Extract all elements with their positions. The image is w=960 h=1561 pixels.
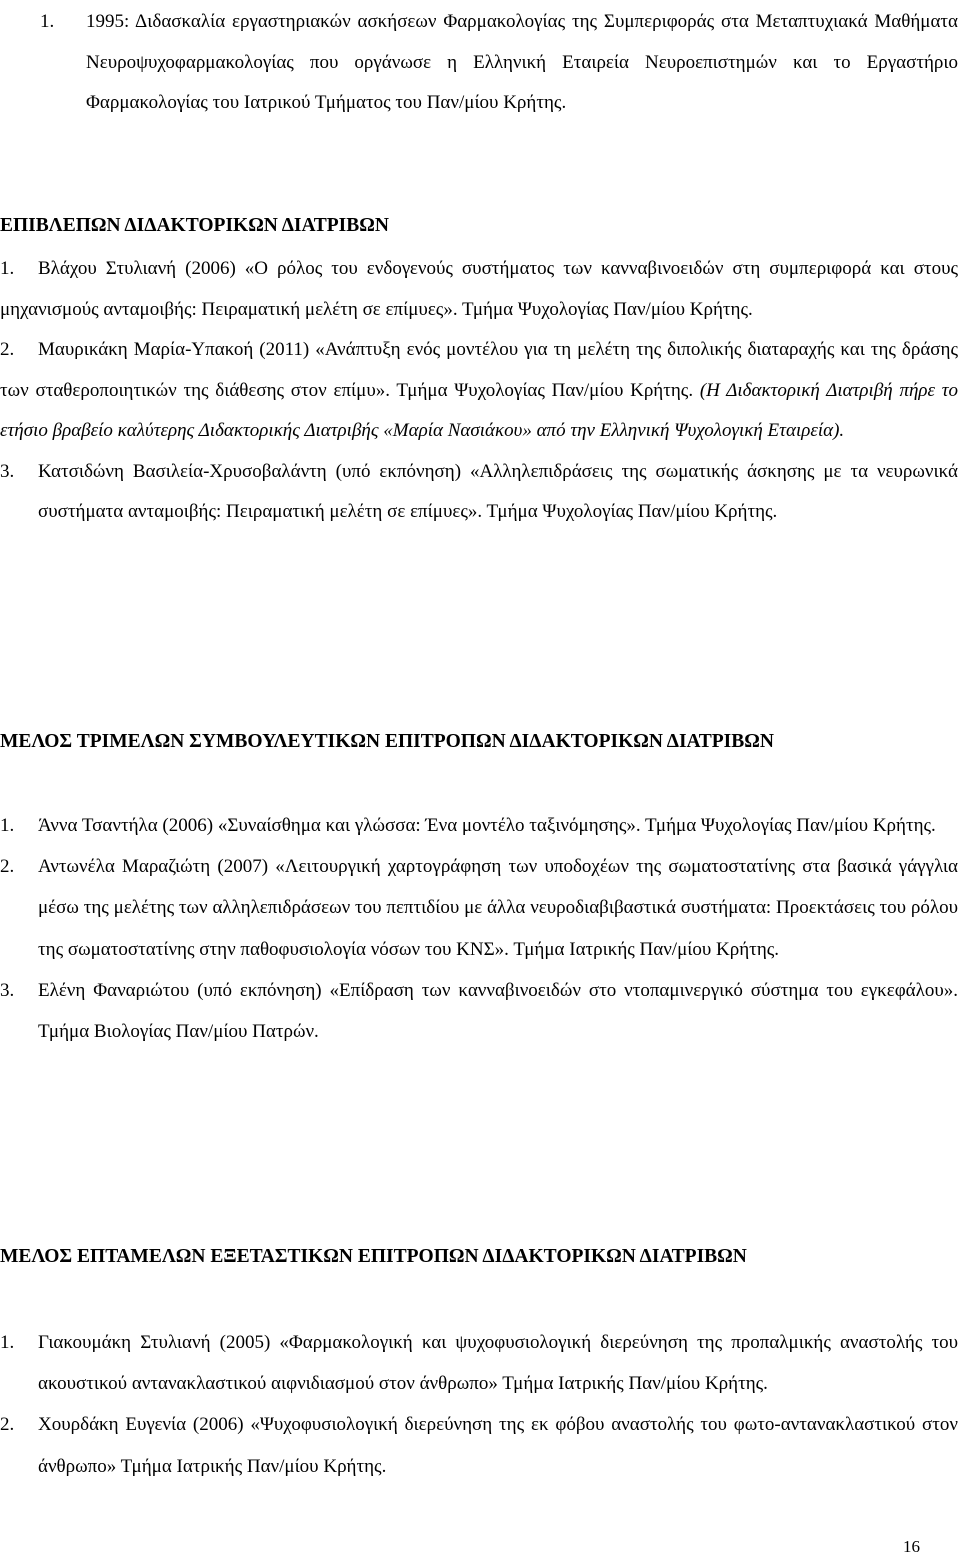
section-examination-heading-block: [0, 1237, 960, 1277]
section-supervisor-list: [0, 249, 960, 533]
list-item-text-group: [0, 330, 960, 452]
list-item: [0, 452, 960, 533]
list-item-text: Αντωνέλα Μαραζιώτη (2007) «Λειτουργική χαρτογράφηση των υποδοχέων της σωματοστατίνης στα βασικά γάγγλια μέσω της μελέτης των αλληλεπιδράσεων του πεπτιδίου με άλλα νευροδιαβιβαστικά συστήματα: Προεκτάσεις του ρόλου της σωματοστατίνης στην παθοφυσιολογία νόσων του ΚΝΣ». Τμήμα Ιατρικής Παν/μίου Κρήτης.: [38, 856, 958, 960]
list-item-text: Κατσιδώνη Βασιλεία-Χρυσοβαλάντη (υπό εκπόνηση) «Αλληλεπιδράσεις της σωματικής άσκησης με τα νευρωνικά συστήματα ανταμοιβής: Πειραματική μελέτη σε επίμυες». Τμήμα Ψυχολογίας Παν/μίου Κρήτης.: [38, 460, 958, 522]
list-item-number: 2.: [0, 339, 15, 360]
list-item-text: 1995: Διδασκαλία εργαστηριακών ασκήσεων Φαρμακολογίας της Συμπεριφοράς στα Μεταπτυχιακά Μαθήματα Νευροψυχοφαρμακολογίας που οργάνωσε η Ελληνική Εταιρεία Νευροεπιστημών και το Εργαστήριο Φαρμακολογίας του Ιατρικού Τμήματος του Παν/μίου Κρήτης.: [86, 11, 958, 113]
list-item: [0, 330, 960, 452]
list-item-number: 3.: [0, 460, 15, 482]
list-item-text: Μαυρικάκη Μαρία-Υπακοή (2011) «Ανάπτυξη ενός μοντέλου για τη μελέτη της διπολικής διαταραχής και της δράσης των σταθεροποιητικών της διάθεσης στον επίμυ». Τμήμα Ψυχολογίας Παν/μίου Κρήτης.: [0, 339, 958, 401]
section-heading: ΜΕΛΟΣ ΕΠΤΑΜΕΛΩΝ ΕΞΕΤΑΣΤΙΚΩΝ ΕΠΙΤΡΟΠΩΝ ΔΙΔΑΚΤΟΡΙΚΩΝ ΔΙΑΤΡΙΒΩΝ: [0, 1246, 747, 1267]
list-item-number: 1.: [0, 815, 15, 836]
section-advisory-heading-block: [0, 722, 960, 762]
list-item-award-note: (Η Διδακτορική Διατριβή πήρε το ετήσιο βραβείο καλύτερης Διδακτορικής Διατριβής «Μαρία Νασιάκου» από την Ελληνική Ψυχολογική Εταιρεία).: [0, 379, 959, 441]
list-item-text: Ελένη Φαναριώτου (υπό εκπόνηση) «Επίδραση των κανναβινοειδών στο ντοπαμινεργικό σύστημα του εγκεφάλου». Τμήμα Βιολογίας Παν/μίου Πατρών.: [38, 979, 958, 1043]
list-item-number: 2.: [0, 1414, 15, 1436]
list-item-text: Βλάχου Στυλιανή (2006) «Ο ρόλος του ενδογενούς συστήματος των κανναβινοειδών στη συμπεριφορά και στους μηχανισμούς ανταμοιβής: Πειραματική μελέτη σε επίμυες». Τμήμα Ψυχολογίας Παν/μίου Κρήτης.: [0, 258, 958, 320]
list-item: [0, 1322, 960, 1404]
section-heading: ΕΠΙΒΛΕΠΩΝ ΔΙΔΑΚΤΟΡΙΚΩΝ ΔΙΑΤΡΙΒΩΝ: [0, 215, 389, 236]
list-item: [0, 846, 960, 970]
section-heading: ΜΕΛΟΣ ΤΡΙΜΕΛΩΝ ΣΥΜΒΟΥΛΕΥΤΙΚΩΝ ΕΠΙΤΡΟΠΩΝ ΔΙΔΑΚΤΟΡΙΚΩΝ ΔΙΑΤΡΙΒΩΝ: [0, 731, 774, 752]
list-item: [0, 249, 960, 330]
list-item-text: Γιακουμάκη Στυλιανή (2005) «Φαρμακολογική και ψυχοφυσιολογική διερεύνηση της προπαλμικής αναστολής του ακουστικού αντανακλαστικού αιφνιδιασμού στον άνθρωπο» Τμήμα Ιατρικής Παν/μίου Κρήτης.: [38, 1332, 958, 1395]
list-item: [0, 805, 960, 846]
list-item-text: Άννα Τσαντήλα (2006) «Συναίσθημα και γλώσσα: Ένα μοντέλο ταξινόμησης». Τμήμα Ψυχολογίας Παν/μίου Κρήτης.: [38, 815, 936, 836]
list-item-number: 1.: [0, 1332, 15, 1353]
list-item: [0, 1404, 960, 1486]
list-item-text: Χουρδάκη Ευγενία (2006) «Ψυχοφυσιολογική διερεύνηση της εκ φόβου αναστολής του φωτο-αντανακλαστικού στον άνθρωπο» Τμήμα Ιατρικής Παν/μίου Κρήτης.: [38, 1414, 958, 1477]
list-item: [0, 970, 960, 1052]
top-list-item: [0, 2, 960, 124]
page-number: 16: [903, 1537, 920, 1556]
section-examination-list: [0, 1322, 960, 1487]
section-supervisor-heading-block: [0, 206, 960, 246]
list-item-number: 1.: [0, 258, 15, 279]
list-item-number: 1.: [40, 11, 55, 32]
list-item-number: 3.: [0, 979, 15, 1001]
section-advisory-list: [0, 805, 960, 1052]
list-item-number: 2.: [0, 856, 15, 878]
